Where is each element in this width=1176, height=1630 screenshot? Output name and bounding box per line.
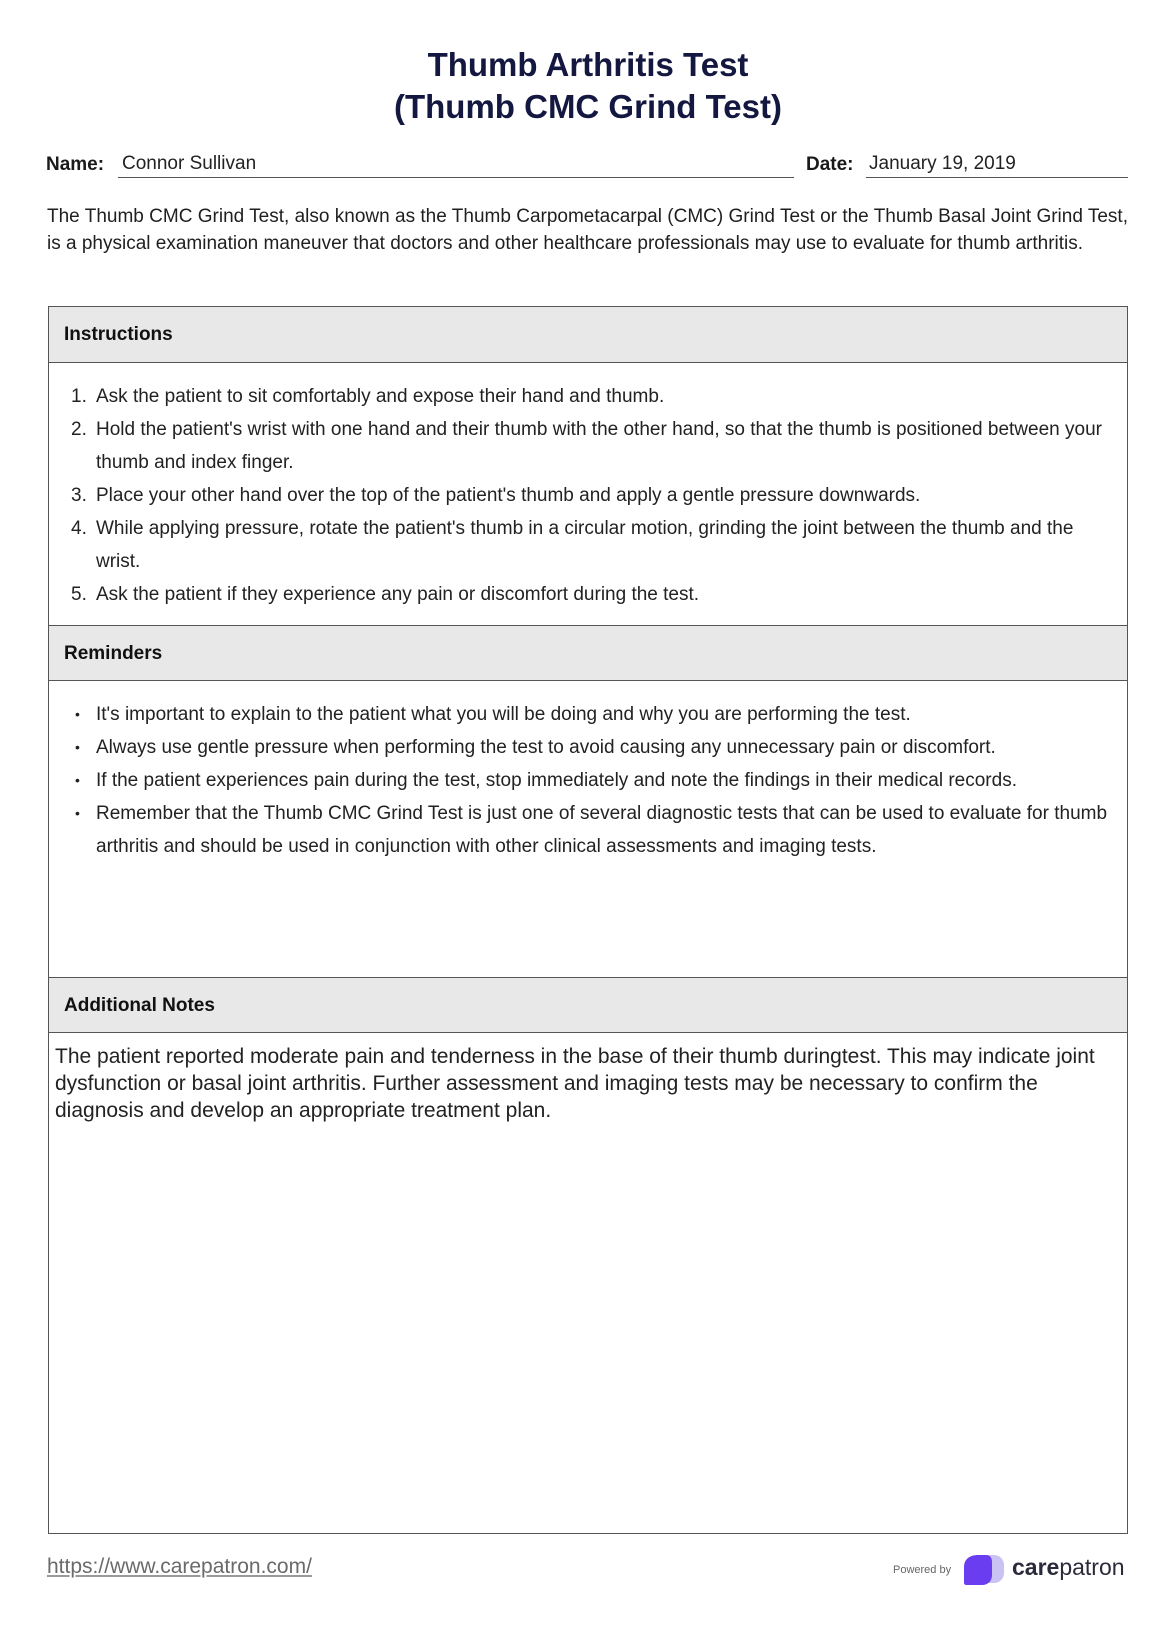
reminder-item: • Remember that the Thumb CMC Grind Test is just one of several diagnostic tests that can be used to evaluate for thumb arthritis and should be used in conjunction with other clinical assessments and imaging tests. bbox=[75, 803, 1108, 857]
additional-notes-heading: Additional Notes bbox=[64, 995, 215, 1016]
carepatron-link[interactable]: https://www.carepatron.com/ bbox=[47, 1555, 312, 1578]
instruction-item: 3. Place your other hand over the top of the patient's thumb and apply a gentle pressure downwards. bbox=[71, 485, 921, 506]
intro-paragraph: The Thumb CMC Grind Test, also known as the Thumb Carpometacarpal (CMC) Grind Test or the Thumb Basal Joint Grind Test, is a physical examination maneuver that doctors and other healthcare professionals may use to evaluate for thumb arthritis. bbox=[47, 206, 1128, 254]
reminder-item: • Always use gentle pressure when performing the test to avoid causing any unnecessary pain or discomfort. bbox=[75, 737, 996, 758]
powered-by-label: Powered by bbox=[893, 1564, 952, 1576]
date-value: January 19, 2019 bbox=[869, 153, 1016, 174]
instruction-item: 2. Hold the patient's wrist with one hand and their thumb with the other hand, so that the thumb is positioned between your thumb and index finger. bbox=[71, 419, 1102, 473]
reminders-body bbox=[49, 698, 1127, 863]
reminder-item: • If the patient experiences pain during the test, stop immediately and note the findings in their medical records. bbox=[75, 770, 1017, 791]
instruction-item: 4. While applying pressure, rotate the patient's thumb in a circular motion, grinding the joint between the thumb and the wrist. bbox=[71, 518, 1074, 572]
reminders-header bbox=[49, 625, 1127, 681]
name-field bbox=[46, 150, 794, 180]
date-label: Date: bbox=[806, 154, 854, 175]
additional-notes-header bbox=[49, 977, 1127, 1033]
reminder-item: • It's important to explain to the patient what you will be doing and why you are performing the test. bbox=[75, 704, 911, 725]
reminders-heading: Reminders bbox=[64, 643, 163, 664]
name-value: Connor Sullivan bbox=[122, 153, 257, 174]
date-field bbox=[806, 150, 1128, 180]
title-line-1: Thumb Arthritis Test bbox=[427, 46, 749, 83]
title-line-2: (Thumb CMC Grind Test) bbox=[393, 88, 782, 125]
carepatron-brand: carepatron bbox=[1012, 1554, 1125, 1580]
page-title bbox=[0, 44, 1176, 128]
carepatron-logo-icon bbox=[960, 1553, 1006, 1587]
instructions-header bbox=[49, 307, 1127, 363]
name-label: Name: bbox=[46, 154, 105, 175]
instructions-list bbox=[49, 380, 1127, 611]
test-form-box bbox=[48, 306, 1128, 1534]
additional-notes-text: The patient reported moderate pain and tenderness in the base of their thumb duringtest. This may indicate joint dysfunction or basal joint arthritis. Further assessment and imaging tests may be necessary to confirm the diagnosis and develop an appropriate treatment plan. bbox=[55, 1045, 1095, 1122]
instruction-item: 5. Ask the patient if they experience any pain or discomfort during the test. bbox=[71, 584, 700, 605]
additional-notes-body[interactable] bbox=[49, 1033, 1127, 1533]
reminders-list bbox=[49, 698, 1127, 863]
instruction-item: 1. Ask the patient to sit comfortably and expose their hand and thumb. bbox=[71, 386, 665, 407]
instructions-body bbox=[49, 380, 1127, 611]
instructions-heading: Instructions bbox=[64, 324, 173, 345]
